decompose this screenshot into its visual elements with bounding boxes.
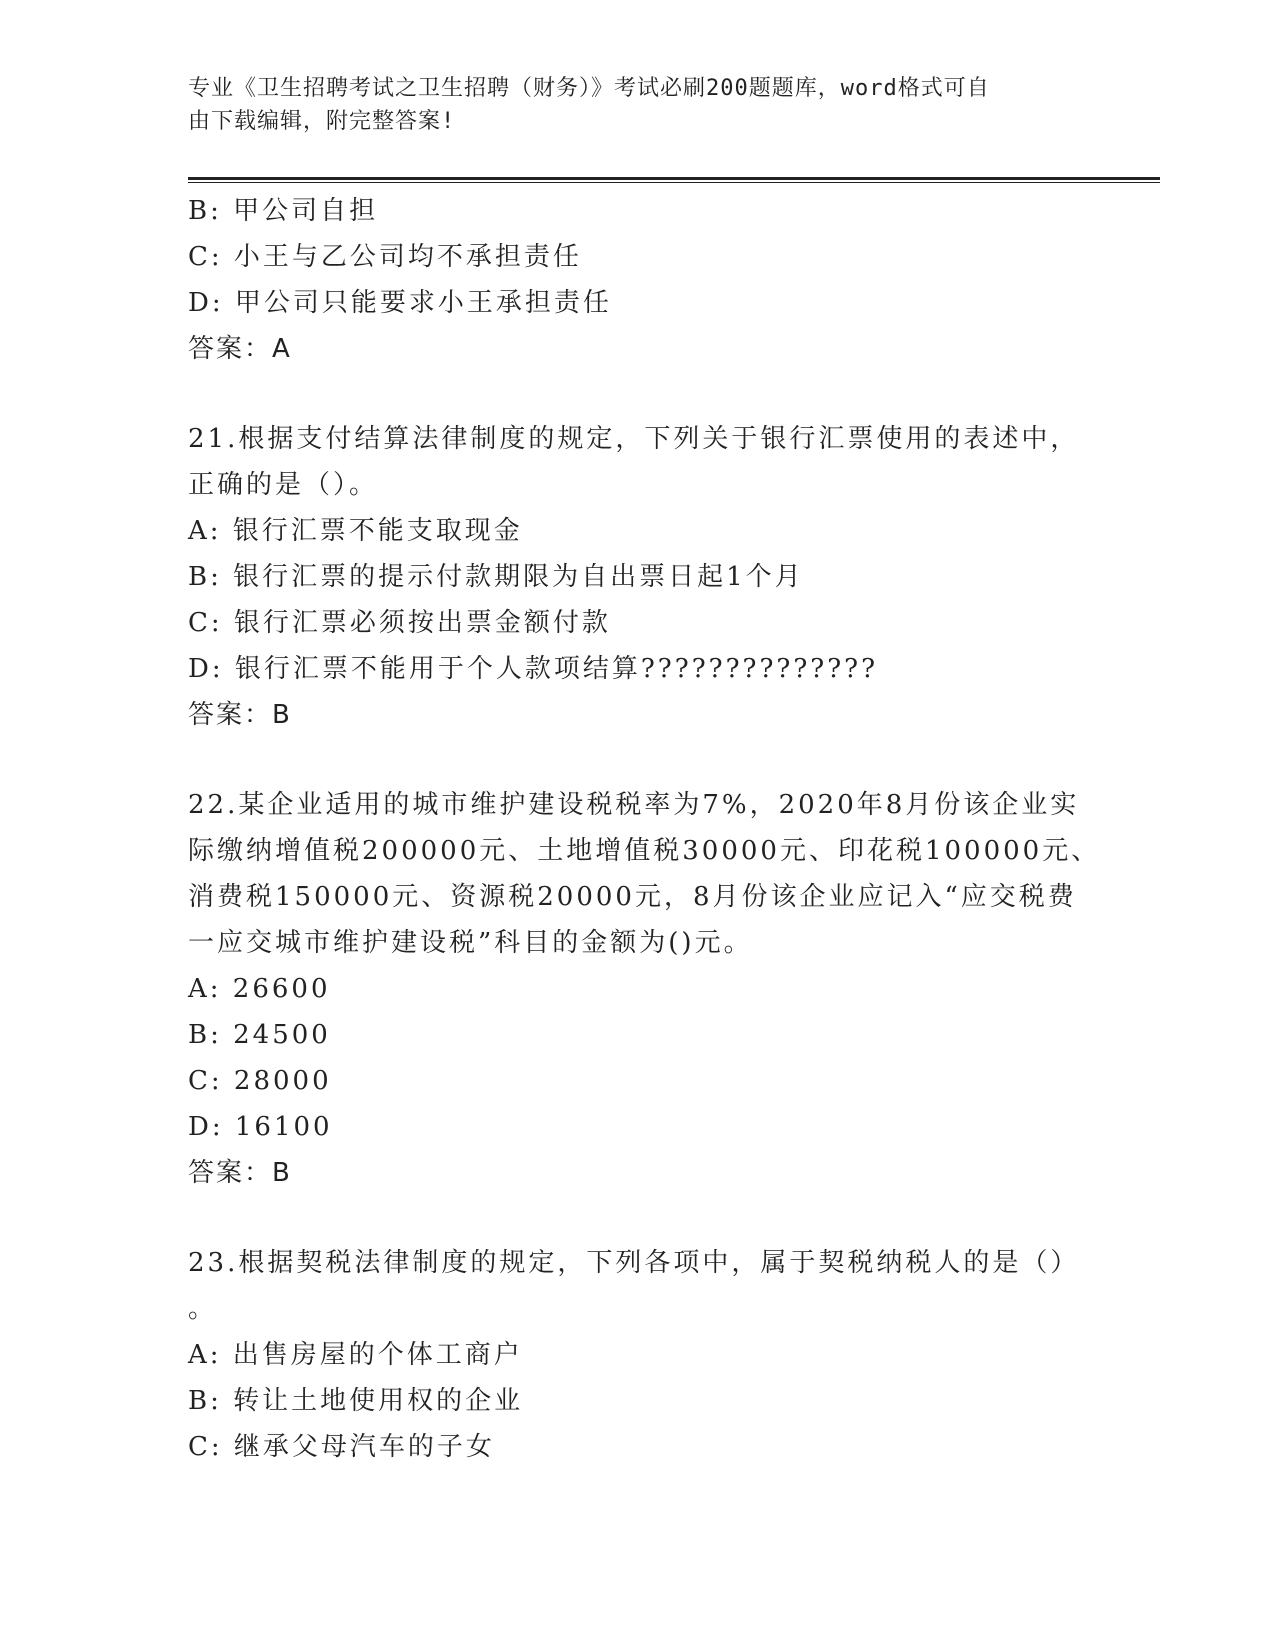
option-b: B: 转让土地使用权的企业 [188,1386,524,1416]
answer-line: 答案：B [188,1158,292,1188]
question-stem-line: 消费税150000元、资源税20000元，8月份该企业应记入“应交税费 [188,882,1077,912]
option-a: A: 银行汇票不能支取现金 [188,516,523,546]
question-stem-line: 一应交城市维护建设税”科目的金额为()元。 [188,928,753,958]
option-a: A: 26600 [188,974,331,1004]
question-23 [188,1240,1088,1470]
header-line-1: 专业《卫生招聘考试之卫生招聘（财务）》考试必刷200题题库，word格式可自 [188,76,990,101]
option-c: C: 小王与乙公司均不承担责任 [188,242,582,272]
option-b: B: 甲公司自担 [188,196,379,226]
question-stem [188,782,1101,966]
option-c: C: 继承父母汽车的子女 [188,1432,495,1462]
question-stem [188,1240,1088,1332]
header-divider-thin [188,182,1160,183]
option-b: B: 24500 [188,1020,331,1050]
option-d: D: 16100 [188,1112,333,1142]
header-divider-thick [188,177,1160,180]
option-c: C: 银行汇票必须按出票金额付款 [188,608,611,638]
document-body [188,188,1101,1470]
question-stem-line: 21.根据支付结算法律制度的规定，下列关于银行汇票使用的表述中， [188,424,1080,454]
question-stem-line: 。 [188,1294,218,1324]
document-header [188,72,1068,138]
question-22 [188,782,1101,1196]
answer-line: 答案：B [188,700,292,730]
question-stem-line: 23.根据契税法律制度的规定，下列各项中，属于契税纳税人的是（） [188,1248,1080,1278]
option-c: C: 28000 [188,1066,332,1096]
header-line-2: 由下载编辑，附完整答案! [188,109,456,134]
question-21 [188,416,1088,738]
option-b: B: 银行汇票的提示付款期限为自出票日起1个月 [188,562,804,592]
option-d: D: 银行汇票不能用于个人款项结算?????????????? [188,654,879,684]
question-20-tail [188,188,1088,372]
answer-line: 答案：A [188,334,292,364]
question-stem-line: 22.某企业适用的城市维护建设税税率为7%，2020年8月份该企业实 [188,790,1080,820]
question-stem-line: 际缴纳增值税200000元、土地增值税30000元、印花税100000元、 [188,836,1101,866]
question-stem-line: 正确的是（）。 [188,470,379,500]
option-d: D: 甲公司只能要求小王承担责任 [188,288,612,318]
option-a: A: 出售房屋的个体工商户 [188,1340,523,1370]
question-stem [188,416,1088,508]
